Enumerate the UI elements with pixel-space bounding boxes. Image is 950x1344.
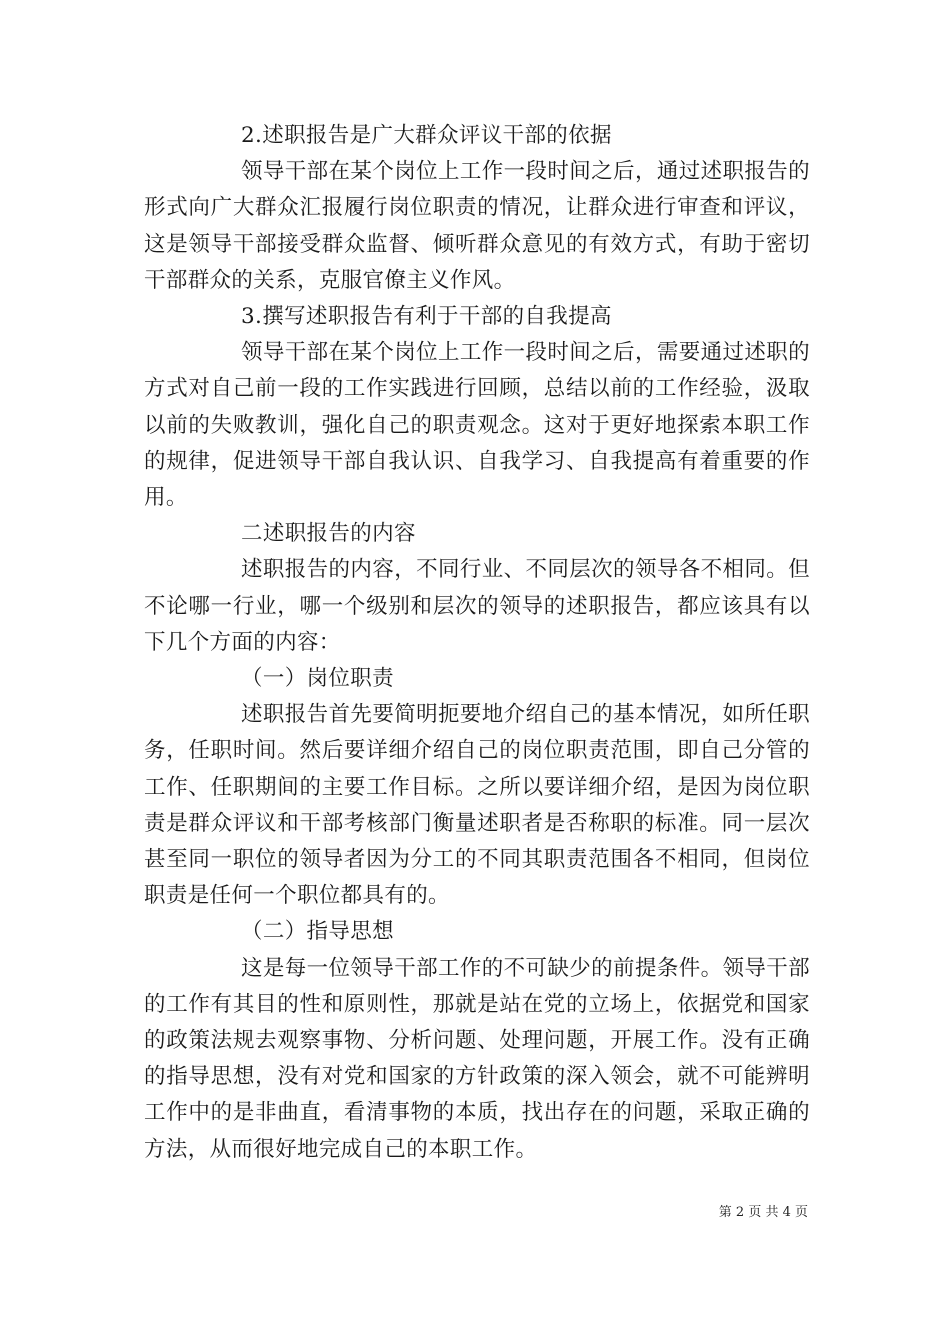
subsection-heading-guiding-thought: （二）指导思想 (241, 919, 394, 945)
section-heading-2: 2.述职报告是广大群众评议干部的依据 (241, 123, 612, 148)
page-number: 第 2 页 共 4 页 (718, 1205, 808, 1220)
body-paragraph: 这是每一位领导干部工作的不可缺少的前提条件。领导干部的工作有其目的性和原则性，那就是站在党的立场上，依据党和国家的政策法规去观察事物、分析问题、处理问题，开展工作。没有正确的指导思想，没有对党和国家的方针政策的深入领会，就不可能辨明工作中的是非曲直，看清事物的本质，找出存在的问题，采取正确的方法，从而很好地完成自己的本职工作。 (144, 955, 810, 1162)
body-paragraph: 述职报告的内容，不同行业、不同层次的领导各不相同。但不论哪一行业，哪一个级别和层次的领导的述职报告，都应该具有以下几个方面的内容： (144, 557, 810, 655)
chapter-heading-content: 二述职报告的内容 (241, 521, 416, 547)
subsection-heading-duties: （一）岗位职责 (241, 666, 394, 692)
body-paragraph: 述职报告首先要简明扼要地介绍自己的基本情况，如所任职务，任职时间。然后要详细介绍自己的岗位职责范围，即自己分管的工作、任职期间的主要工作目标。之所以要详细介绍，是因为岗位职责是群众评议和干部考核部门衡量述职者是否称职的标准。同一层次甚至同一职位的领导者因为分工的不同其职责范围各不相同，但岗位职责是任何一个职位都具有的。 (144, 702, 810, 909)
body-paragraph: 领导干部在某个岗位上工作一段时间之后，需要通过述职的方式对自己前一段的工作实践进行回顾，总结以前的工作经验，汲取以前的失败教训，强化自己的职责观念。这对于更好地探索本职工作的规律，促进领导干部自我认识、自我学习、自我提高有着重要的作用。 (144, 340, 810, 511)
section-heading-3: 3.撰写述职报告有利于干部的自我提高 (241, 304, 612, 330)
document-body (144, 118, 810, 1168)
body-paragraph: 领导干部在某个岗位上工作一段时间之后，通过述职报告的形式向广大群众汇报履行岗位职责的情况，让群众进行审查和评议，这是领导干部接受群众监督、倾听群众意见的有效方式，有助于密切干部群众的关系，克服官僚主义作风。 (144, 159, 810, 293)
